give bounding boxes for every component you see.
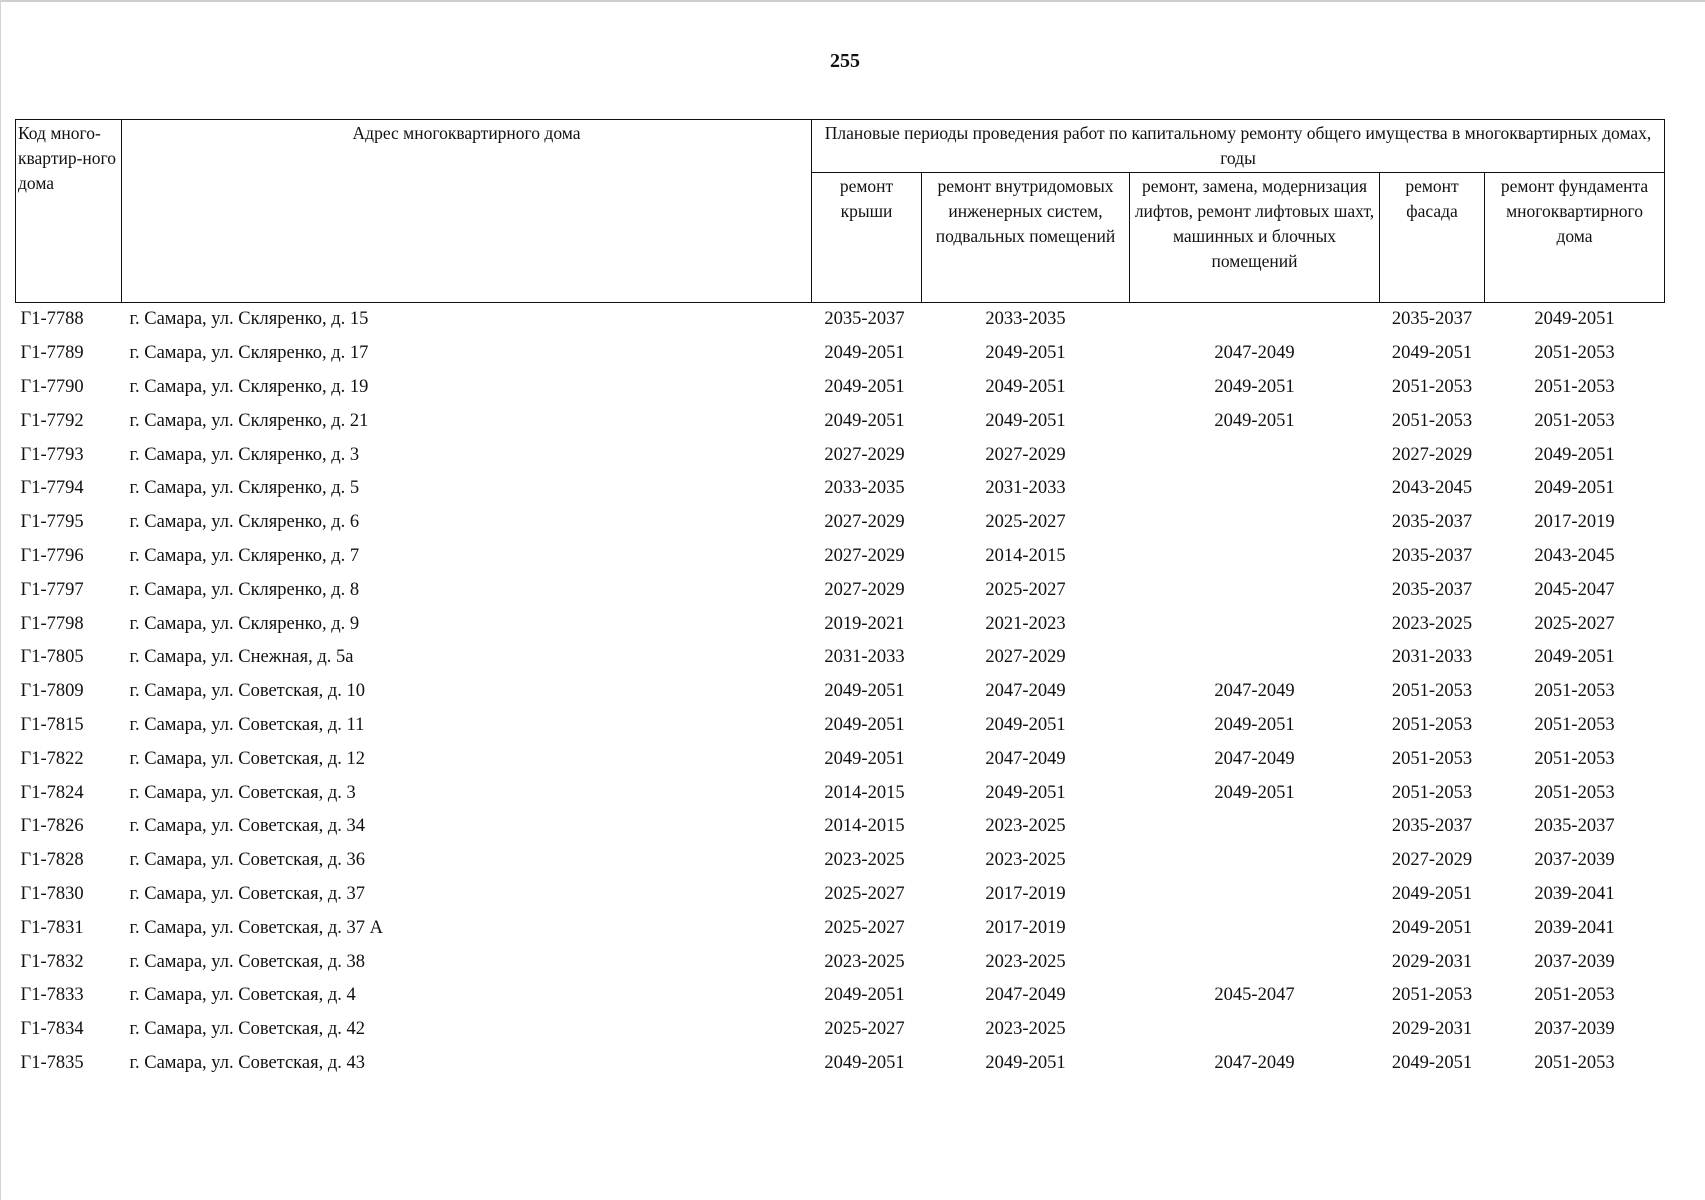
cell-systems: 2049-2051 <box>985 410 1066 431</box>
table-body <box>16 303 1665 1081</box>
cell-foundation: 2037-2039 <box>1534 850 1615 871</box>
cell-elevators: 2047-2049 <box>1214 1052 1295 1073</box>
cell-foundation: 2039-2041 <box>1534 917 1615 938</box>
cell-foundation: 2049-2051 <box>1534 647 1615 668</box>
cell-roof: 2049-2051 <box>824 410 905 431</box>
cell-address: г. Самара, ул. Советская, д. 3 <box>129 782 356 803</box>
cell-foundation: 2051-2053 <box>1534 410 1615 431</box>
cell-systems: 2047-2049 <box>985 748 1066 769</box>
cell-systems: 2049-2051 <box>985 376 1066 397</box>
cell-roof: 2023-2025 <box>824 850 905 871</box>
cell-code: Г1-7796 <box>20 545 84 566</box>
cell-elevators: 2049-2051 <box>1214 410 1295 431</box>
cell-code: Г1-7805 <box>20 647 84 668</box>
cell-systems: 2014-2015 <box>985 545 1066 566</box>
table-row <box>16 1047 1665 1081</box>
cell-elevators <box>1130 1013 1380 1047</box>
cell-address: г. Самара, ул. Советская, д. 42 <box>129 1019 366 1040</box>
table-row <box>16 540 1665 574</box>
cell-code: Г1-7797 <box>20 579 84 600</box>
table-row <box>16 675 1665 709</box>
header-foundation: ремонт фундамента многоквартирного дома <box>1485 173 1665 303</box>
table-row <box>16 979 1665 1013</box>
header-planned-periods: Плановые периоды проведения работ по капитальному ремонту общего имущества в многоквартирных домах, годы <box>812 120 1665 173</box>
cell-facade: 2051-2053 <box>1391 376 1473 397</box>
cell-code: Г1-7793 <box>20 444 84 465</box>
cell-roof: 2049-2051 <box>824 681 905 702</box>
cell-foundation: 2049-2051 <box>1534 444 1615 465</box>
cell-foundation: 2039-2041 <box>1534 883 1615 904</box>
cell-systems: 2049-2051 <box>985 1052 1066 1073</box>
cell-roof: 2049-2051 <box>824 714 905 735</box>
cell-elevators <box>1130 810 1380 844</box>
cell-elevators: 2047-2049 <box>1214 343 1295 364</box>
cell-roof: 2031-2033 <box>824 647 905 668</box>
cell-roof: 2023-2025 <box>824 951 905 972</box>
cell-foundation: 2043-2045 <box>1534 545 1615 566</box>
cell-facade: 2051-2053 <box>1391 782 1473 803</box>
header-code: Код много-квартир-ного дома <box>16 120 122 303</box>
cell-systems: 2049-2051 <box>985 343 1066 364</box>
cell-foundation: 2025-2027 <box>1534 613 1615 634</box>
cell-roof: 2049-2051 <box>824 985 905 1006</box>
cell-systems: 2047-2049 <box>985 681 1066 702</box>
cell-code: Г1-7822 <box>20 748 84 769</box>
cell-roof: 2049-2051 <box>824 748 905 769</box>
table-header <box>16 120 1665 303</box>
header-facade: ремонт фасада <box>1380 173 1485 303</box>
cell-roof: 2025-2027 <box>824 917 905 938</box>
cell-systems: 2017-2019 <box>985 917 1066 938</box>
cell-address: г. Самара, ул. Снежная, д. 5а <box>129 647 354 668</box>
cell-address: г. Самара, ул. Скляренко, д. 7 <box>129 545 360 566</box>
cell-address: г. Самара, ул. Скляренко, д. 8 <box>129 579 360 600</box>
cell-facade: 2049-2051 <box>1391 1052 1473 1073</box>
cell-foundation: 2051-2053 <box>1534 1052 1615 1073</box>
cell-systems: 2049-2051 <box>985 714 1066 735</box>
cell-systems: 2049-2051 <box>985 782 1066 803</box>
cell-address: г. Самара, ул. Советская, д. 34 <box>129 816 366 837</box>
cell-elevators <box>1130 844 1380 878</box>
cell-elevators <box>1130 540 1380 574</box>
cell-elevators: 2049-2051 <box>1214 782 1295 803</box>
cell-facade: 2051-2053 <box>1391 748 1473 769</box>
cell-facade: 2043-2045 <box>1391 478 1473 499</box>
cell-foundation: 2037-2039 <box>1534 1019 1615 1040</box>
cell-foundation: 2051-2053 <box>1534 782 1615 803</box>
table-row <box>16 303 1665 337</box>
cell-roof: 2033-2035 <box>824 478 905 499</box>
cell-systems: 2023-2025 <box>985 1019 1066 1040</box>
cell-address: г. Самара, ул. Скляренко, д. 15 <box>129 309 369 330</box>
cell-facade: 2027-2029 <box>1391 850 1473 871</box>
table-row <box>16 337 1665 371</box>
cell-facade: 2029-2031 <box>1391 1019 1473 1040</box>
cell-foundation: 2051-2053 <box>1534 714 1615 735</box>
cell-facade: 2035-2037 <box>1391 816 1473 837</box>
table-row <box>16 844 1665 878</box>
cell-foundation: 2051-2053 <box>1534 748 1615 769</box>
header-address: Адрес многоквартирного дома <box>122 120 812 303</box>
cell-roof: 2014-2015 <box>824 816 905 837</box>
cell-roof: 2035-2037 <box>824 309 905 330</box>
table-row <box>16 742 1665 776</box>
cell-code: Г1-7789 <box>20 343 84 364</box>
cell-foundation: 2035-2037 <box>1534 816 1615 837</box>
cell-roof: 2025-2027 <box>824 1019 905 1040</box>
cell-roof: 2014-2015 <box>824 782 905 803</box>
table-row <box>16 911 1665 945</box>
table-row <box>16 641 1665 675</box>
cell-roof: 2025-2027 <box>824 883 905 904</box>
table-row <box>16 506 1665 540</box>
page-edge-top <box>0 0 1705 2</box>
cell-foundation: 2049-2051 <box>1534 309 1615 330</box>
cell-address: г. Самара, ул. Советская, д. 38 <box>129 951 366 972</box>
table-row <box>16 776 1665 810</box>
table-row <box>16 709 1665 743</box>
cell-facade: 2049-2051 <box>1391 917 1473 938</box>
table-row <box>16 438 1665 472</box>
cell-address: г. Самара, ул. Скляренко, д. 21 <box>129 410 369 431</box>
cell-roof: 2049-2051 <box>824 1052 905 1073</box>
table-row <box>16 607 1665 641</box>
cell-code: Г1-7795 <box>20 512 84 533</box>
cell-roof: 2027-2029 <box>824 444 905 465</box>
header-elevators: ремонт, замена, модернизация лифтов, ремонт лифтовых шахт, машинных и блочных помещений <box>1130 173 1380 303</box>
cell-address: г. Самара, ул. Скляренко, д. 3 <box>129 444 360 465</box>
cell-address: г. Самара, ул. Советская, д. 37 А <box>129 917 383 938</box>
cell-code: Г1-7815 <box>20 714 84 735</box>
cell-roof: 2049-2051 <box>824 343 905 364</box>
cell-systems: 2031-2033 <box>985 478 1066 499</box>
cell-elevators <box>1130 438 1380 472</box>
cell-foundation: 2045-2047 <box>1534 579 1615 600</box>
cell-elevators: 2049-2051 <box>1214 714 1295 735</box>
cell-elevators: 2047-2049 <box>1214 681 1295 702</box>
cell-facade: 2051-2053 <box>1391 714 1473 735</box>
cell-code: Г1-7831 <box>20 917 84 938</box>
cell-address: г. Самара, ул. Советская, д. 12 <box>129 748 366 769</box>
cell-foundation: 2051-2053 <box>1534 985 1615 1006</box>
cell-code: Г1-7830 <box>20 883 84 904</box>
cell-code: Г1-7834 <box>20 1019 84 1040</box>
page-edge-left <box>0 0 1 1200</box>
cell-code: Г1-7824 <box>20 782 84 803</box>
cell-systems: 2027-2029 <box>985 444 1066 465</box>
cell-elevators: 2049-2051 <box>1214 376 1295 397</box>
cell-facade: 2051-2053 <box>1391 681 1473 702</box>
table-row <box>16 945 1665 979</box>
cell-facade: 2029-2031 <box>1391 951 1473 972</box>
cell-systems: 2021-2023 <box>985 613 1066 634</box>
cell-roof: 2019-2021 <box>824 613 905 634</box>
cell-foundation: 2051-2053 <box>1534 343 1615 364</box>
cell-systems: 2047-2049 <box>985 985 1066 1006</box>
cell-systems: 2033-2035 <box>985 309 1066 330</box>
cell-roof: 2027-2029 <box>824 512 905 533</box>
cell-code: Г1-7833 <box>20 985 84 1006</box>
table-row <box>16 404 1665 438</box>
cell-foundation: 2049-2051 <box>1534 478 1615 499</box>
cell-code: Г1-7832 <box>20 951 84 972</box>
cell-elevators <box>1130 911 1380 945</box>
cell-facade: 2049-2051 <box>1391 343 1473 364</box>
cell-facade: 2051-2053 <box>1391 410 1473 431</box>
table-row <box>16 371 1665 405</box>
cell-roof: 2027-2029 <box>824 579 905 600</box>
cell-systems: 2025-2027 <box>985 512 1066 533</box>
cell-roof: 2049-2051 <box>824 376 905 397</box>
cell-address: г. Самара, ул. Советская, д. 11 <box>129 714 365 735</box>
cell-roof: 2027-2029 <box>824 545 905 566</box>
cell-code: Г1-7835 <box>20 1052 84 1073</box>
cell-facade: 2023-2025 <box>1391 613 1473 634</box>
cell-foundation: 2051-2053 <box>1534 376 1615 397</box>
header-systems: ремонт внутридомовых инженерных систем, подвальных помещений <box>922 173 1130 303</box>
cell-code: Г1-7792 <box>20 410 84 431</box>
cell-facade: 2049-2051 <box>1391 883 1473 904</box>
page-number: 255 <box>830 50 860 72</box>
cell-code: Г1-7794 <box>20 478 84 499</box>
cell-elevators <box>1130 506 1380 540</box>
cell-address: г. Самара, ул. Скляренко, д. 9 <box>129 613 360 634</box>
cell-elevators <box>1130 607 1380 641</box>
table-row <box>16 1013 1665 1047</box>
header-roof: ремонт крыши <box>812 173 922 303</box>
cell-code: Г1-7790 <box>20 376 84 397</box>
cell-foundation: 2051-2053 <box>1534 681 1615 702</box>
cell-elevators <box>1130 573 1380 607</box>
cell-address: г. Самара, ул. Скляренко, д. 6 <box>129 512 360 533</box>
cell-address: г. Самара, ул. Советская, д. 36 <box>129 850 366 871</box>
cell-systems: 2027-2029 <box>985 647 1066 668</box>
cell-code: Г1-7826 <box>20 816 84 837</box>
cell-address: г. Самара, ул. Советская, д. 43 <box>129 1052 366 1073</box>
cell-facade: 2051-2053 <box>1391 985 1473 1006</box>
cell-address: г. Самара, ул. Советская, д. 10 <box>129 681 366 702</box>
cell-elevators: 2045-2047 <box>1214 985 1295 1006</box>
cell-foundation: 2037-2039 <box>1534 951 1615 972</box>
cell-code: Г1-7788 <box>20 309 84 330</box>
cell-elevators <box>1130 878 1380 912</box>
cell-address: г. Самара, ул. Советская, д. 4 <box>129 985 356 1006</box>
cell-facade: 2027-2029 <box>1391 444 1473 465</box>
cell-facade: 2035-2037 <box>1391 309 1473 330</box>
cell-systems: 2023-2025 <box>985 951 1066 972</box>
cell-elevators: 2047-2049 <box>1214 748 1295 769</box>
cell-code: Г1-7809 <box>20 681 84 702</box>
table-row <box>16 878 1665 912</box>
cell-address: г. Самара, ул. Советская, д. 37 <box>129 883 366 904</box>
cell-foundation: 2017-2019 <box>1534 512 1615 533</box>
table-row <box>16 573 1665 607</box>
cell-facade: 2035-2037 <box>1391 512 1473 533</box>
cell-address: г. Самара, ул. Скляренко, д. 17 <box>129 343 369 364</box>
cell-code: Г1-7798 <box>20 613 84 634</box>
cell-systems: 2023-2025 <box>985 816 1066 837</box>
cell-systems: 2017-2019 <box>985 883 1066 904</box>
cell-code: Г1-7828 <box>20 850 84 871</box>
cell-elevators <box>1130 641 1380 675</box>
cell-address: г. Самара, ул. Скляренко, д. 5 <box>129 478 360 499</box>
capital-repair-schedule-table <box>15 119 1665 1080</box>
cell-address: г. Самара, ул. Скляренко, д. 19 <box>129 376 369 397</box>
table-row <box>16 472 1665 506</box>
cell-facade: 2035-2037 <box>1391 545 1473 566</box>
cell-elevators <box>1130 945 1380 979</box>
cell-elevators <box>1130 472 1380 506</box>
cell-facade: 2031-2033 <box>1391 647 1473 668</box>
cell-systems: 2025-2027 <box>985 579 1066 600</box>
table-row <box>16 810 1665 844</box>
cell-elevators <box>1130 303 1380 337</box>
cell-systems: 2023-2025 <box>985 850 1066 871</box>
cell-facade: 2035-2037 <box>1391 579 1473 600</box>
